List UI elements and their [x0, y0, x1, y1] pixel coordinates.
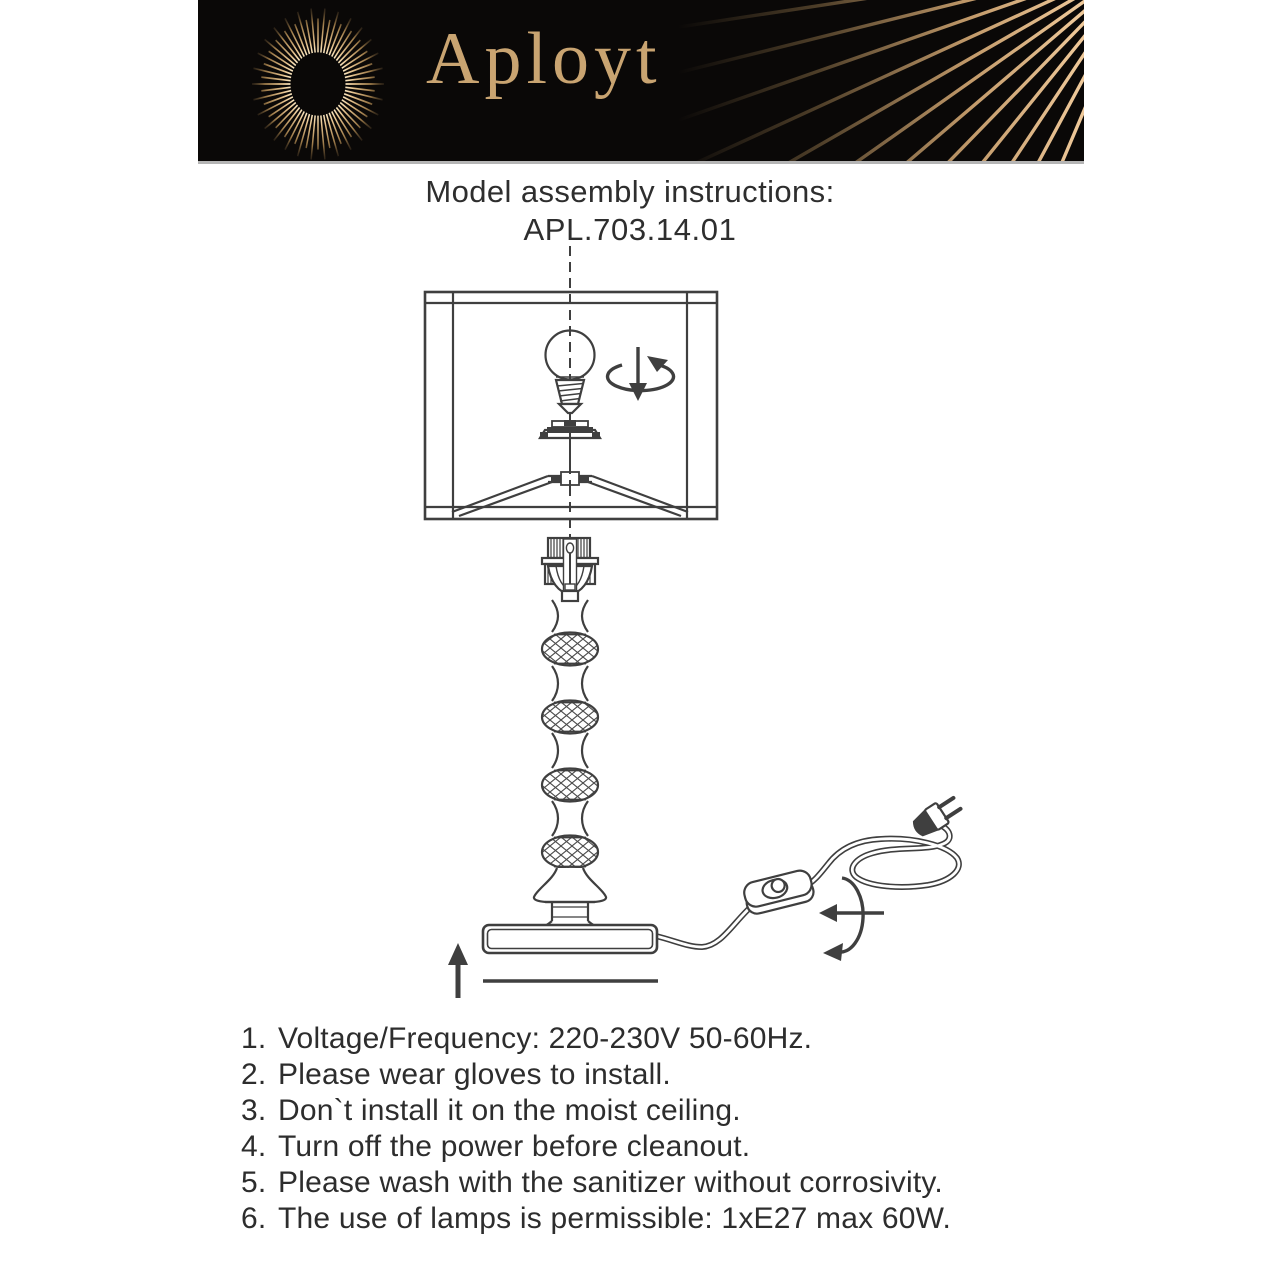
light-bulb [546, 331, 595, 414]
instruction-item [241, 1168, 951, 1197]
plug-rotation-arrow-icon [819, 878, 884, 961]
title-block [0, 174, 1260, 248]
instruction-text: Please wash with the sanitizer without corrosivity. [278, 1166, 943, 1199]
page-title: Model assembly instructions: [425, 174, 835, 209]
inline-switch [742, 868, 816, 916]
shade-spider [452, 472, 688, 516]
instruction-text: Please wear gloves to install. [278, 1058, 671, 1091]
instruction-item [241, 1096, 951, 1125]
instruction-number: 3. [241, 1094, 267, 1127]
instruction-number: 1. [241, 1022, 267, 1055]
instruction-number: 2. [241, 1058, 267, 1091]
instruction-text: The use of lamps is permissible: 1xE27 max 60W. [278, 1202, 952, 1235]
instruction-number: 5. [241, 1166, 267, 1199]
instruction-text: Voltage/Frequency: 220-230V 50-60Hz. [278, 1022, 813, 1055]
power-cord [656, 818, 959, 947]
bulb-rotation-arrow-icon [608, 347, 674, 401]
starburst-center [292, 58, 344, 110]
instruction-item [241, 1060, 951, 1089]
lamp-base [483, 925, 657, 953]
lamp-socket [542, 538, 598, 601]
base-lift-arrow-icon [448, 943, 468, 998]
instruction-list [241, 1024, 951, 1240]
power-plug [910, 793, 964, 840]
instruction-item [241, 1204, 951, 1233]
shade-ring-fitting [540, 420, 600, 438]
brand-logo-text: Aployt [426, 18, 662, 100]
instruction-item [241, 1132, 951, 1161]
ray-fan-icon [611, 0, 1084, 161]
instruction-number: 6. [241, 1202, 267, 1235]
brand-banner [198, 0, 1084, 164]
instruction-number: 4. [241, 1130, 267, 1163]
lamp-stem [534, 600, 606, 928]
instruction-text: Turn off the power before cleanout. [278, 1130, 751, 1163]
lamp-shade [425, 292, 717, 519]
model-number: APL.703.14.01 [523, 212, 737, 247]
instruction-item [241, 1024, 951, 1053]
instruction-text: Don`t install it on the moist ceiling. [278, 1094, 741, 1127]
